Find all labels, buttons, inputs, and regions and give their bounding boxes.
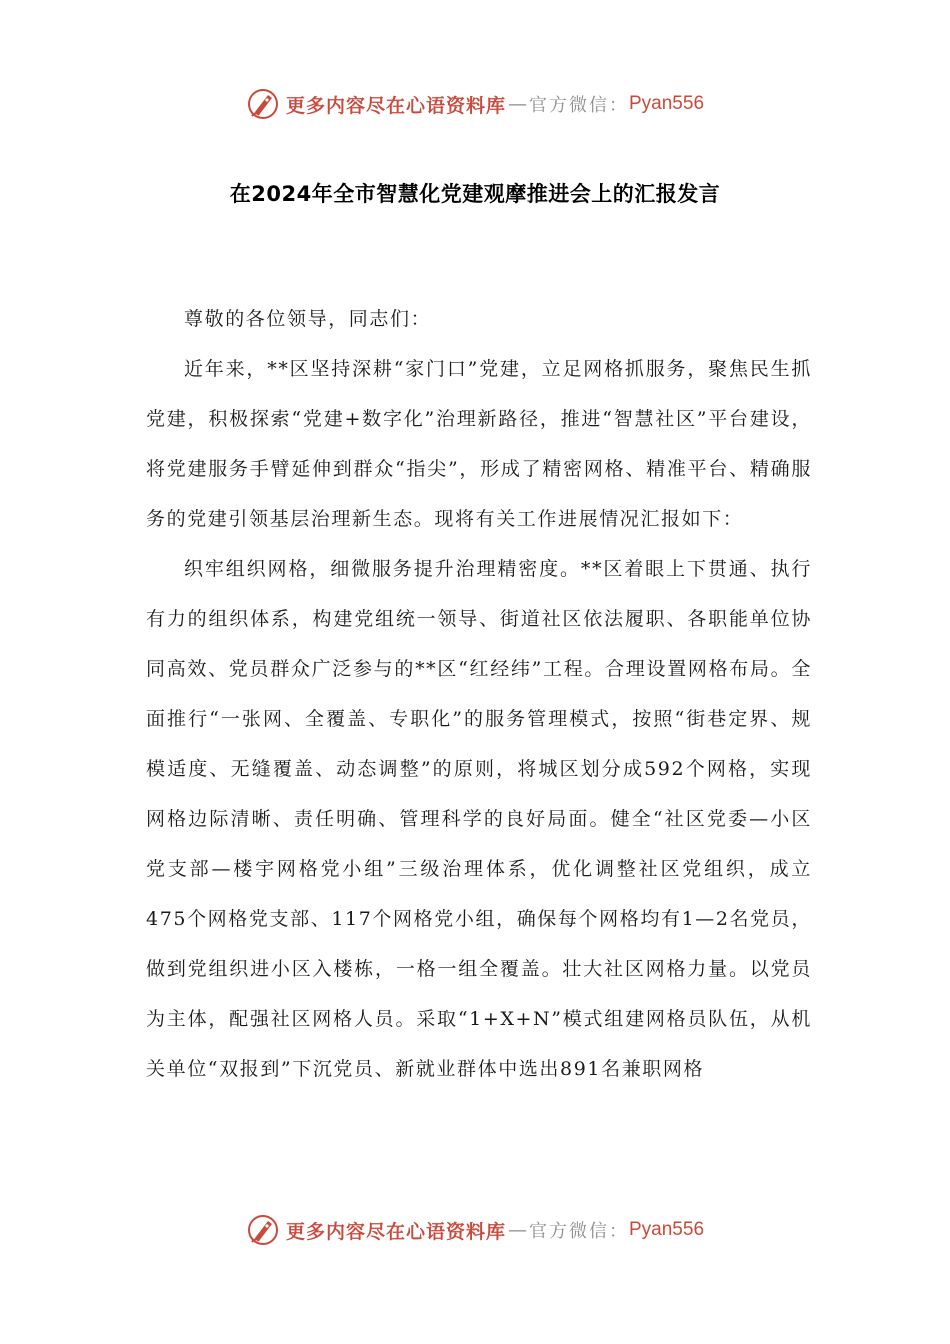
paragraph: 织牢组织网格，细微服务提升治理精密度。**区着眼上下贯通、执行有力的组织体系，构建党组统一领导、街道社区依法履职、各职能单位协同高效、党员群众广泛参与的**区“红经纬”工程。合理设置网格布局。全面推行“一张网、全覆盖、专职化”的服务管理模式，按照“街巷定界、规模适度、无缝覆盖、动态调整”的原则，将城区划分成592个网格，实现网格边际清晰、责任明确、管理科学的良好局面。健全“社区党委—小区党支部—楼宇网格党小组”三级治理体系，优化调整社区党组织，成立475个网格党支部、117个网格党小组，确保每个网格均有1—2名党员，做到党组织进小区入楼栋，一格一组全覆盖。壮大社区网格力量。以党员为主体，配强社区网格人员。采取“1+X+N”模式组建网格员队伍，从机关单位“双报到”下沉党员、新就业群体中选出891名兼职网格 (146, 558, 812, 1080)
banner-official-label: 官方微信： (529, 95, 629, 116)
document-title: 在2024年全市智慧化党建观摩推进会上的汇报发言 (229, 182, 721, 206)
footer-banner (0, 1210, 950, 1250)
banner-dash: — (508, 93, 527, 115)
banner-wechat-id: Pyan556 (629, 93, 705, 114)
pen-nib-logo-icon (246, 1213, 280, 1247)
banner-brand-text: 更多内容尽在心语资料库 (285, 94, 506, 117)
banner-official-label: 官方微信： (529, 1221, 629, 1242)
salutation: 尊敬的各位领导，同志们： (184, 308, 432, 330)
banner-brand-text: 更多内容尽在心语资料库 (285, 1220, 506, 1243)
pen-nib-logo-icon (246, 87, 280, 121)
banner-wechat-id: Pyan556 (629, 1219, 705, 1240)
banner-dash: — (508, 1219, 527, 1241)
header-banner (0, 84, 950, 124)
paragraph: 近年来，**区坚持深耕“家门口”党建，立足网格抓服务，聚焦民生抓党建，积极探索“党建+数字化”治理新路径，推进“智慧社区”平台建设，将党建服务手臂延伸到群众“指尖”，形成了精密网格、精准平台、精确服务的党建引领基层治理新生态。现将有关工作进展情况汇报如下： (146, 358, 812, 530)
document-body (146, 294, 812, 1094)
